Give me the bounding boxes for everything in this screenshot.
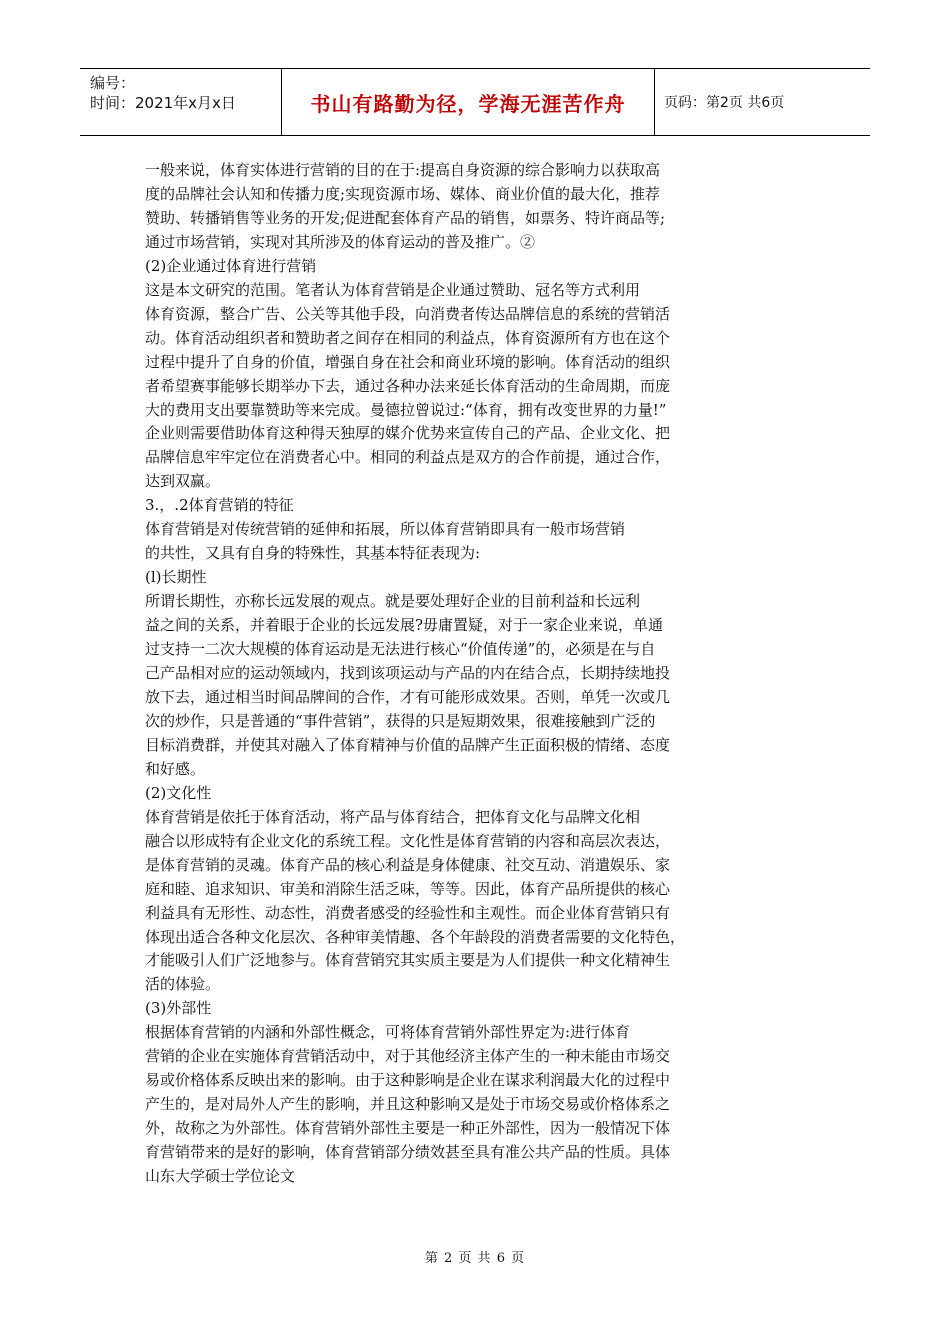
text-line: 和好感。 xyxy=(145,759,206,778)
text-line: 目标消费群，并使其对融入了体育精神与价值的品牌产生正面积极的情绪、态度 xyxy=(145,735,671,754)
text-line: 是体育营销的灵魂。体育产品的核心利益是身体健康、社交互动、消遣娱乐、家 xyxy=(145,855,671,874)
text-line: 所谓长期性，亦称长远发展的观点。就是要处理好企业的目前利益和长远利 xyxy=(145,592,641,611)
text-line: 外，故称之为外部性。体育营销外部性主要是一种正外部性，因为一般情况下体 xyxy=(145,1119,671,1138)
page-header xyxy=(80,68,870,136)
text-line: 达到双赢。 xyxy=(145,472,221,491)
text-line: 根据体育营销的内涵和外部性概念，可将体育营销外部性界定为:进行体育 xyxy=(145,1023,631,1042)
text-line: 体育营销是对传统营销的延伸和拓展，所以体育营销即具有一般市场营销 xyxy=(145,520,626,539)
text-line: 育营销带来的是好的影响，体育营销部分绩效甚至具有准公共产品的性质。具体 xyxy=(145,1143,671,1162)
text-line: 的共性，又具有自身的特殊性，其基本特征表现为: xyxy=(145,544,481,563)
text-line: (2)文化性 xyxy=(145,783,212,802)
text-line: 者希望赛事能够长期举办下去，通过各种办法来延长体育活动的生命周期，而庞 xyxy=(145,376,671,395)
text-line: 过支持一二次大规模的体育运动是无法进行核心“价值传递”的，必须是在与自 xyxy=(145,640,656,659)
text-line: 大的费用支出要靠赞助等来完成。曼德拉曾说过:“体育，拥有改变世界的力量!” xyxy=(145,400,667,419)
text-line: 己产品相对应的运动领域内，找到该项运动与产品的内在结合点，长期持续地投 xyxy=(145,664,671,683)
text-line: (3)外部性 xyxy=(145,999,212,1018)
document-number-label: 编号： xyxy=(90,74,136,92)
text-line: 体现出适合各种文化层次、各种审美情趣、各个年龄段的消费者需要的文化特色， xyxy=(145,927,686,946)
text-line: 企业则需要借助体育这种得天独厚的媒介优势来宣传自己的产品、企业文化、把 xyxy=(145,424,671,443)
text-line: 度的品牌社会认知和传播力度;实现资源市场、媒体、商业价值的最大化，推荐 xyxy=(145,184,661,203)
text-line: 动。体育活动组织者和赞助者之间存在相同的利益点，体育资源所有方也在这个 xyxy=(145,328,671,347)
text-line: 庭和睦、追求知识、审美和消除生活乏味，等等。因此，体育产品所提供的核心 xyxy=(145,879,671,898)
text-line: 放下去，通过相当时间品牌间的合作，才有可能形成效果。否则，单凭一次或几 xyxy=(145,687,671,706)
text-line: 山东大学硕士学位论文 xyxy=(145,1167,296,1186)
header-page-number: 页码：第2页 共6页 xyxy=(664,95,785,111)
text-line: 这是本文研究的范围。笔者认为体育营销是企业通过赞助、冠名等方式利用 xyxy=(145,280,641,299)
text-line: 一般来说，体育实体进行营销的目的在于:提高自身资源的综合影响力以获取高 xyxy=(145,161,661,179)
text-line: 3.，.2体育营销的特征 xyxy=(145,496,294,515)
text-line: 利益具有无形性、动态性，消费者感受的经验性和主观性。而企业体育营销只有 xyxy=(145,903,671,922)
text-line: 融合以形成特有企业文化的系统工程。文化性是体育营销的内容和高层次表达， xyxy=(145,831,671,850)
text-line: 营销的企业在实施体育营销活动中，对于其他经济主体产生的一种未能由市场交 xyxy=(145,1047,671,1066)
text-line: 通过市场营销，实现对其所涉及的体育运动的普及推广。② xyxy=(145,232,536,251)
text-line: 体育营销是依托于体育活动，将产品与体育结合，把体育文化与品牌文化相 xyxy=(145,807,641,826)
text-line: (l)长期性 xyxy=(145,568,207,587)
header-divider xyxy=(654,69,655,135)
text-line: 次的炒作，只是普通的“事件营销”，获得的只是短期效果，很难接触到广泛的 xyxy=(145,711,656,730)
text-line: 活的体验。 xyxy=(145,975,221,994)
page-footer: 第 2 页 共 6 页 xyxy=(424,1251,526,1266)
text-line: 赞助、转播销售等业务的开发;促进配套体育产品的销售，如票务、特许商品等; xyxy=(145,208,666,227)
text-line: 过程中提升了自身的价值，增强自身在社会和商业环境的影响。体育活动的组织 xyxy=(145,352,671,371)
text-line: 体育资源，整合广告、公关等其他手段，向消费者传达品牌信息的系统的营销活 xyxy=(145,304,671,323)
header-meta xyxy=(90,73,236,113)
header-motto: 书山有路勤为径，学海无涯苦作舟 xyxy=(310,91,626,116)
text-line: 产生的，是对局外人产生的影响，并且这种影响又是处于市场交易或价格体系之 xyxy=(145,1095,671,1114)
text-line: 品牌信息牢牢定位在消费者心中。相同的利益点是双方的合作前提，通过合作， xyxy=(145,448,671,467)
text-line: 才能吸引人们广泛地参与。体育营销究其实质主要是为人们提供一种文化精神生 xyxy=(145,951,671,970)
text-line: 益之间的关系，并着眼于企业的长远发展?毋庸置疑，对于一家企业来说，单通 xyxy=(145,616,664,635)
document-body xyxy=(145,159,745,1189)
document-date-label: 时间：2021年x月x日 xyxy=(90,94,236,112)
text-line: 易或价格体系反映出来的影响。由于这种影响是企业在谋求利润最大化的过程中 xyxy=(145,1071,671,1090)
text-line: (2)企业通过体育进行营销 xyxy=(145,256,317,275)
